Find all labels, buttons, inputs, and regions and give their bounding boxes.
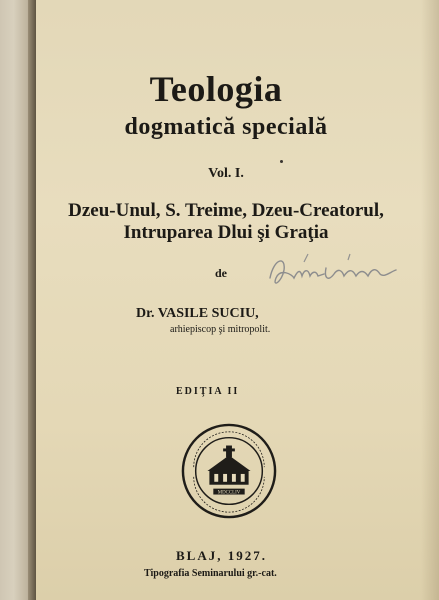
volume-label: Vol. I. <box>208 166 244 181</box>
ink-speck <box>280 160 283 163</box>
printer-name: Tipografia Seminarului gr.-cat. <box>144 568 277 579</box>
book-title: Teologia <box>149 69 283 109</box>
by-label: de <box>215 266 227 280</box>
contents-line-2: Intruparea Dlui şi Graţia <box>123 222 329 243</box>
contents-line-1: Dzeu-Unul, S. Treime, Dzeu-Creatorul, <box>68 200 384 221</box>
title-page <box>36 0 439 600</box>
book-subtitle: dogmatică specială <box>124 114 328 140</box>
author-name: Dr. VASILE SUCIU, <box>136 306 259 321</box>
handwritten-signature <box>264 248 404 298</box>
edition-label: EDIŢIA II <box>176 386 240 397</box>
svg-text:MDCCLIV: MDCCLIV <box>217 490 241 496</box>
author-role: arhiepiscop şi mitropolit. <box>170 324 271 335</box>
publication-place-year: BLAJ, 1927. <box>176 548 267 563</box>
spine-shadow <box>28 0 36 600</box>
seminary-seal-stamp <box>180 422 278 520</box>
